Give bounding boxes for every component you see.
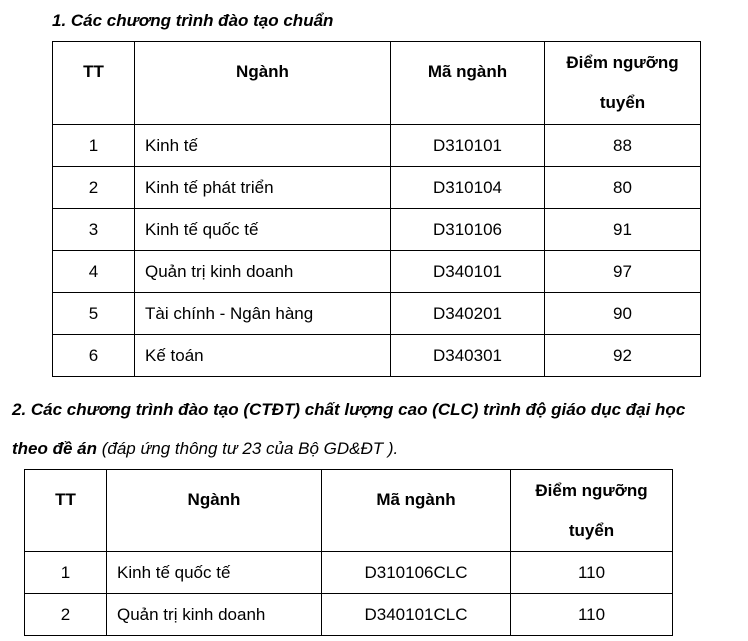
header-nganh: Ngành bbox=[107, 470, 322, 552]
cell-nganh: Kế toán bbox=[135, 335, 391, 377]
cell-ma-nganh: D310106CLC bbox=[322, 552, 511, 594]
table-row bbox=[53, 167, 701, 209]
table-row bbox=[53, 251, 701, 293]
table-row bbox=[53, 209, 701, 251]
header-ma-nganh: Mã ngành bbox=[322, 470, 511, 552]
cell-nganh: Kinh tế quốc tế bbox=[135, 209, 391, 251]
table-header-row bbox=[25, 470, 673, 552]
cell-tt: 6 bbox=[53, 335, 135, 377]
cell-tt: 5 bbox=[53, 293, 135, 335]
header-diem-nguong bbox=[511, 470, 673, 552]
cell-nganh: Tài chính - Ngân hàng bbox=[135, 293, 391, 335]
table-row bbox=[25, 552, 673, 594]
cell-diem: 88 bbox=[545, 125, 701, 167]
table-row bbox=[25, 594, 673, 636]
cell-tt: 1 bbox=[25, 552, 107, 594]
table-row bbox=[53, 335, 701, 377]
cell-ma-nganh: D340101 bbox=[391, 251, 545, 293]
cell-diem: 110 bbox=[511, 552, 673, 594]
cell-nganh: Kinh tế phát triển bbox=[135, 167, 391, 209]
cell-ma-nganh: D310106 bbox=[391, 209, 545, 251]
table-row bbox=[53, 293, 701, 335]
cell-nganh: Kinh tế bbox=[135, 125, 391, 167]
cell-diem: 110 bbox=[511, 594, 673, 636]
cell-ma-nganh: D340201 bbox=[391, 293, 545, 335]
header-tt: TT bbox=[25, 470, 107, 552]
cell-ma-nganh: D340301 bbox=[391, 335, 545, 377]
cell-diem: 91 bbox=[545, 209, 701, 251]
header-tt: TT bbox=[53, 42, 135, 125]
header-diem-nguong bbox=[545, 42, 701, 125]
header-nganh: Ngành bbox=[135, 42, 391, 125]
cell-tt: 2 bbox=[25, 594, 107, 636]
section1-title: 1. Các chương trình đào tạo chuẩn bbox=[52, 11, 334, 30]
section2-title-note: (đáp ứng thông tư 23 của Bộ GD&ĐT ). bbox=[97, 439, 399, 458]
cell-nganh: Quản trị kinh doanh bbox=[135, 251, 391, 293]
clc-programs-table bbox=[24, 469, 673, 636]
cell-diem: 90 bbox=[545, 293, 701, 335]
cell-tt: 1 bbox=[53, 125, 135, 167]
cell-diem: 97 bbox=[545, 251, 701, 293]
section2-title-line2 bbox=[12, 439, 398, 459]
header-diem-line1: Điểm ngưỡng bbox=[535, 481, 648, 500]
cell-ma-nganh: D340101CLC bbox=[322, 594, 511, 636]
header-diem-line2: tuyển bbox=[568, 521, 615, 540]
cell-diem: 92 bbox=[545, 335, 701, 377]
section2-title-lead: theo đề án bbox=[12, 439, 98, 458]
table-row bbox=[53, 125, 701, 167]
standard-programs-table bbox=[52, 41, 701, 377]
cell-tt: 2 bbox=[53, 167, 135, 209]
cell-ma-nganh: D310101 bbox=[391, 125, 545, 167]
cell-nganh: Quản trị kinh doanh bbox=[107, 594, 322, 636]
cell-tt: 4 bbox=[53, 251, 135, 293]
header-ma-nganh: Mã ngành bbox=[391, 42, 545, 125]
section2-title-line1: 2. Các chương trình đào tạo (CTĐT) chất lượng cao (CLC) trình độ giáo dục đại học bbox=[12, 400, 686, 419]
cell-tt: 3 bbox=[53, 209, 135, 251]
cell-ma-nganh: D310104 bbox=[391, 167, 545, 209]
header-diem-line1: Điểm ngưỡng bbox=[566, 53, 679, 72]
cell-diem: 80 bbox=[545, 167, 701, 209]
table-header-row bbox=[53, 42, 701, 125]
cell-nganh: Kinh tế quốc tế bbox=[107, 552, 322, 594]
header-diem-line2: tuyển bbox=[599, 93, 646, 112]
